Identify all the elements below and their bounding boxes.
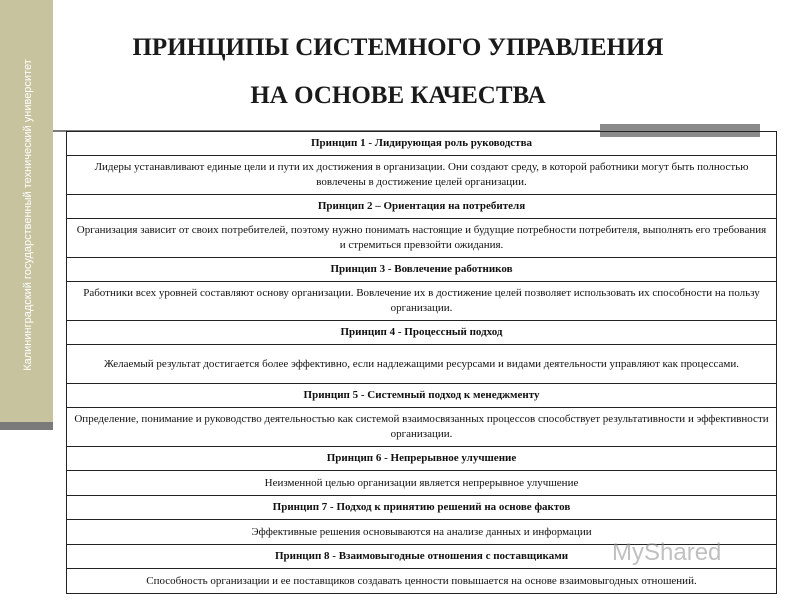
principle-text: Лидеры устанавливают единые цели и пути их достижения в организации. Они создают среду, в которой работники могут быть полностью вовлечены в достижение целей организации. <box>67 156 777 195</box>
watermark-logo: MyShared <box>612 539 722 566</box>
principle-heading: Принцип 6 - Непрерывное улучшение <box>67 447 777 471</box>
principle-text-row <box>67 282 777 321</box>
principle-text-row <box>67 408 777 447</box>
principle-text: Желаемый результат достигается более эффективно, если надлежащими ресурсами и видами деятельности управляют как процессами. <box>67 345 777 384</box>
principle-heading-row <box>67 496 777 520</box>
sidebar-divider <box>0 422 53 430</box>
principle-text-row <box>67 569 777 594</box>
principle-text-row <box>67 156 777 195</box>
university-name: Калининградский государственный технический университет <box>22 59 34 371</box>
principle-heading-row <box>67 195 777 219</box>
principle-text-row <box>67 219 777 258</box>
page-title-line-1: ПРИНЦИПЫ СИСТЕМНОГО УПРАВЛЕНИЯ <box>132 34 664 61</box>
principle-text-row <box>67 345 777 384</box>
principle-text: Работники всех уровней составляют основу организации. Вовлечение их в достижение целей позволяет использовать их способности на пользу организации. <box>67 282 777 321</box>
principle-heading-row <box>67 258 777 282</box>
principle-heading: Принцип 4 - Процессный подход <box>67 321 777 345</box>
sidebar-panel <box>0 0 53 430</box>
principle-heading-row <box>67 321 777 345</box>
principle-text: Организация зависит от своих потребителей, поэтому нужно понимать настоящие и будущие потребности потребителя, выполнять его требования и стремиться превзойти ожидания. <box>67 219 777 258</box>
principle-heading: Принцип 2 – Ориентация на потребителя <box>67 195 777 219</box>
principle-heading-row <box>67 447 777 471</box>
principle-heading-row <box>67 132 777 156</box>
principle-text: Неизменной целью организации является непрерывное улучшение <box>67 471 777 496</box>
principle-text: Способность организации и ее поставщиков создавать ценности повышается на основе взаимовыгодных отношений. <box>67 569 777 594</box>
principle-text: Определение, понимание и руководство деятельностью как системой взаимосвязанных процессов способствует результативности и эффективности организации. <box>67 408 777 447</box>
principle-text: Эффективные решения основываются на анализе данных и информации <box>67 520 777 545</box>
principles-table <box>66 131 777 594</box>
principle-heading: Принцип 8 - Взаимовыгодные отношения с поставщиками <box>67 545 777 569</box>
principle-heading: Принцип 5 - Системный подход к менеджменту <box>67 384 777 408</box>
principle-heading: Принцип 1 - Лидирующая роль руководства <box>67 132 777 156</box>
principle-heading: Принцип 7 - Подход к принятию решений на основе фактов <box>67 496 777 520</box>
principle-text-row <box>67 471 777 496</box>
principle-heading: Принцип 3 - Вовлечение работников <box>67 258 777 282</box>
principle-heading-row <box>67 384 777 408</box>
page-title-line-2: НА ОСНОВЕ КАЧЕСТВА <box>250 82 546 109</box>
